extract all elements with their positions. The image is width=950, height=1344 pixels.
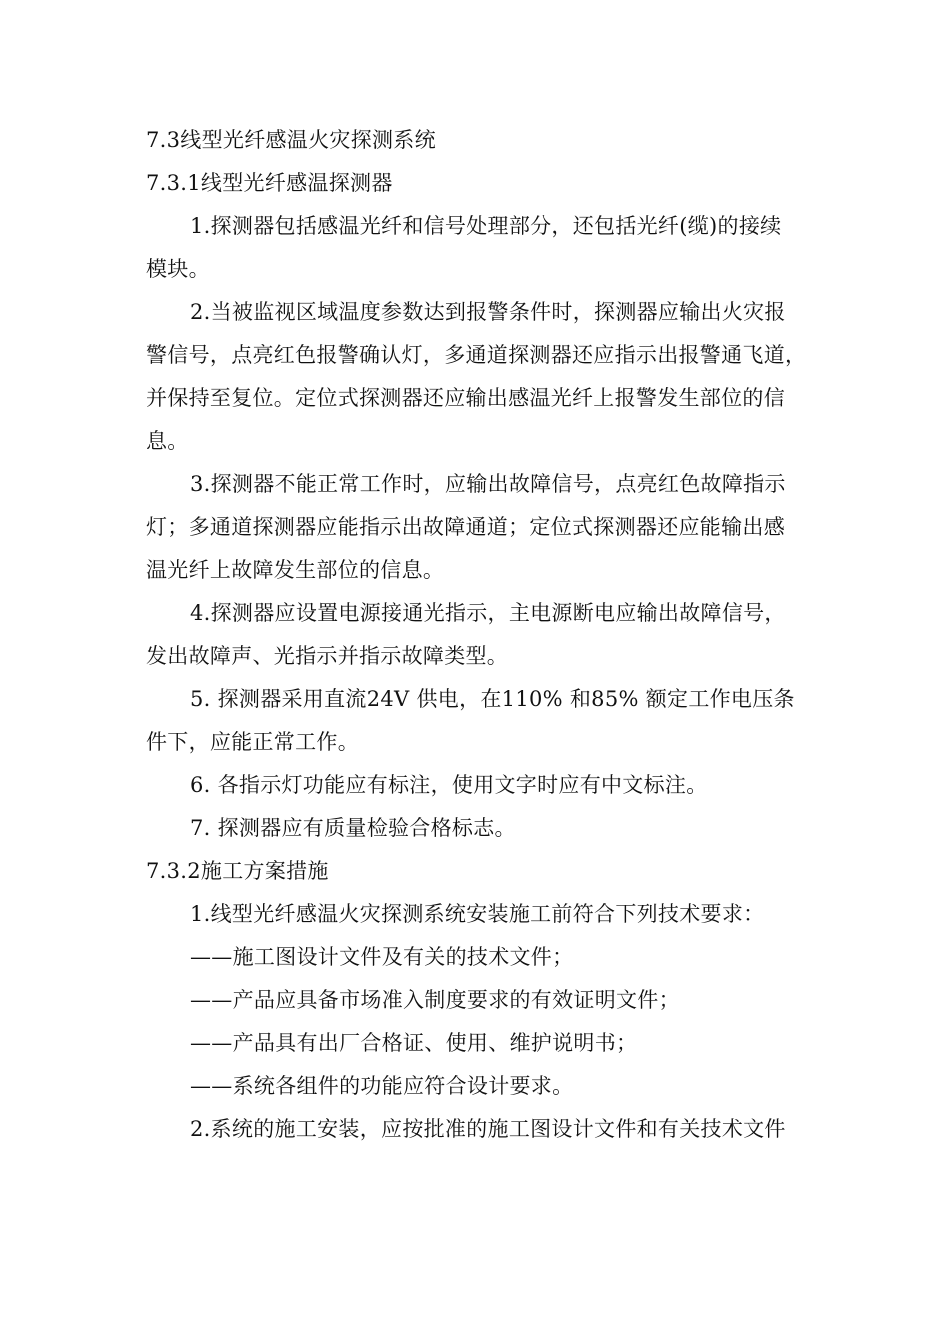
document-body <box>146 119 826 1151</box>
list-item: ——系统各组件的功能应符合设计要求。 <box>190 1074 574 1098</box>
list-item: ——产品具有出厂合格证、使用、维护说明书； <box>190 1031 638 1055</box>
paragraph-line: 2.当被监视区域温度参数达到报警条件时，探测器应输出火灾报 <box>190 300 786 324</box>
paragraph-line: 7. 探测器应有质量检验合格标志。 <box>190 816 516 840</box>
paragraph-line: 件下，应能正常工作。 <box>146 730 359 754</box>
paragraph-line: 1.线型光纤感温火灾探测系统安装施工前符合下列技术要求： <box>190 902 765 926</box>
paragraph-line: 3.探测器不能正常工作时，应输出故障信号，点亮红色故障指示 <box>190 472 786 496</box>
paragraph-line: 并保持至复位。定位式探测器还应输出感温光纤上报警发生部位的信 <box>146 386 785 410</box>
paragraph-line: 6. 各指示灯功能应有标注，使用文字时应有中文标注。 <box>190 773 708 797</box>
list-item: ——产品应具备市场准入制度要求的有效证明文件； <box>190 988 680 1012</box>
paragraph-line: 温光纤上故障发生部位的信息。 <box>146 558 445 582</box>
section-heading-7-3: 7.3线型光纤感温火灾探测系统 <box>146 128 436 152</box>
paragraph-line: 4.探测器应设置电源接通光指示，主电源断电应输出故障信号， <box>190 601 786 625</box>
paragraph-line: 5. 探测器采用直流24V 供电，在110% 和85% 额定工作电压条 <box>190 687 795 711</box>
paragraph-line: 发出故障声、光指示并指示故障类型。 <box>146 644 509 668</box>
subsection-heading-7-3-1: 7.3.1线型光纤感温探测器 <box>146 171 393 195</box>
paragraph-line: 灯；多通道探测器应能指示出故障通道；定位式探测器还应能输出感 <box>146 515 785 539</box>
paragraph-line: 模块。 <box>146 257 210 281</box>
paragraph-line: 1.探测器包括感温光纤和信号处理部分，还包括光纤(缆)的接续 <box>190 214 782 238</box>
paragraph-line: 2.系统的施工安装，应按批准的施工图设计文件和有关技术文件 <box>190 1117 786 1141</box>
list-item: ——施工图设计文件及有关的技术文件； <box>190 945 574 969</box>
paragraph-line: 息。 <box>146 429 189 453</box>
subsection-heading-7-3-2: 7.3.2施工方案措施 <box>146 859 329 883</box>
paragraph-line: 警信号，点亮红色报警确认灯，多通道探测器还应指示出报警通飞道， <box>146 343 807 367</box>
